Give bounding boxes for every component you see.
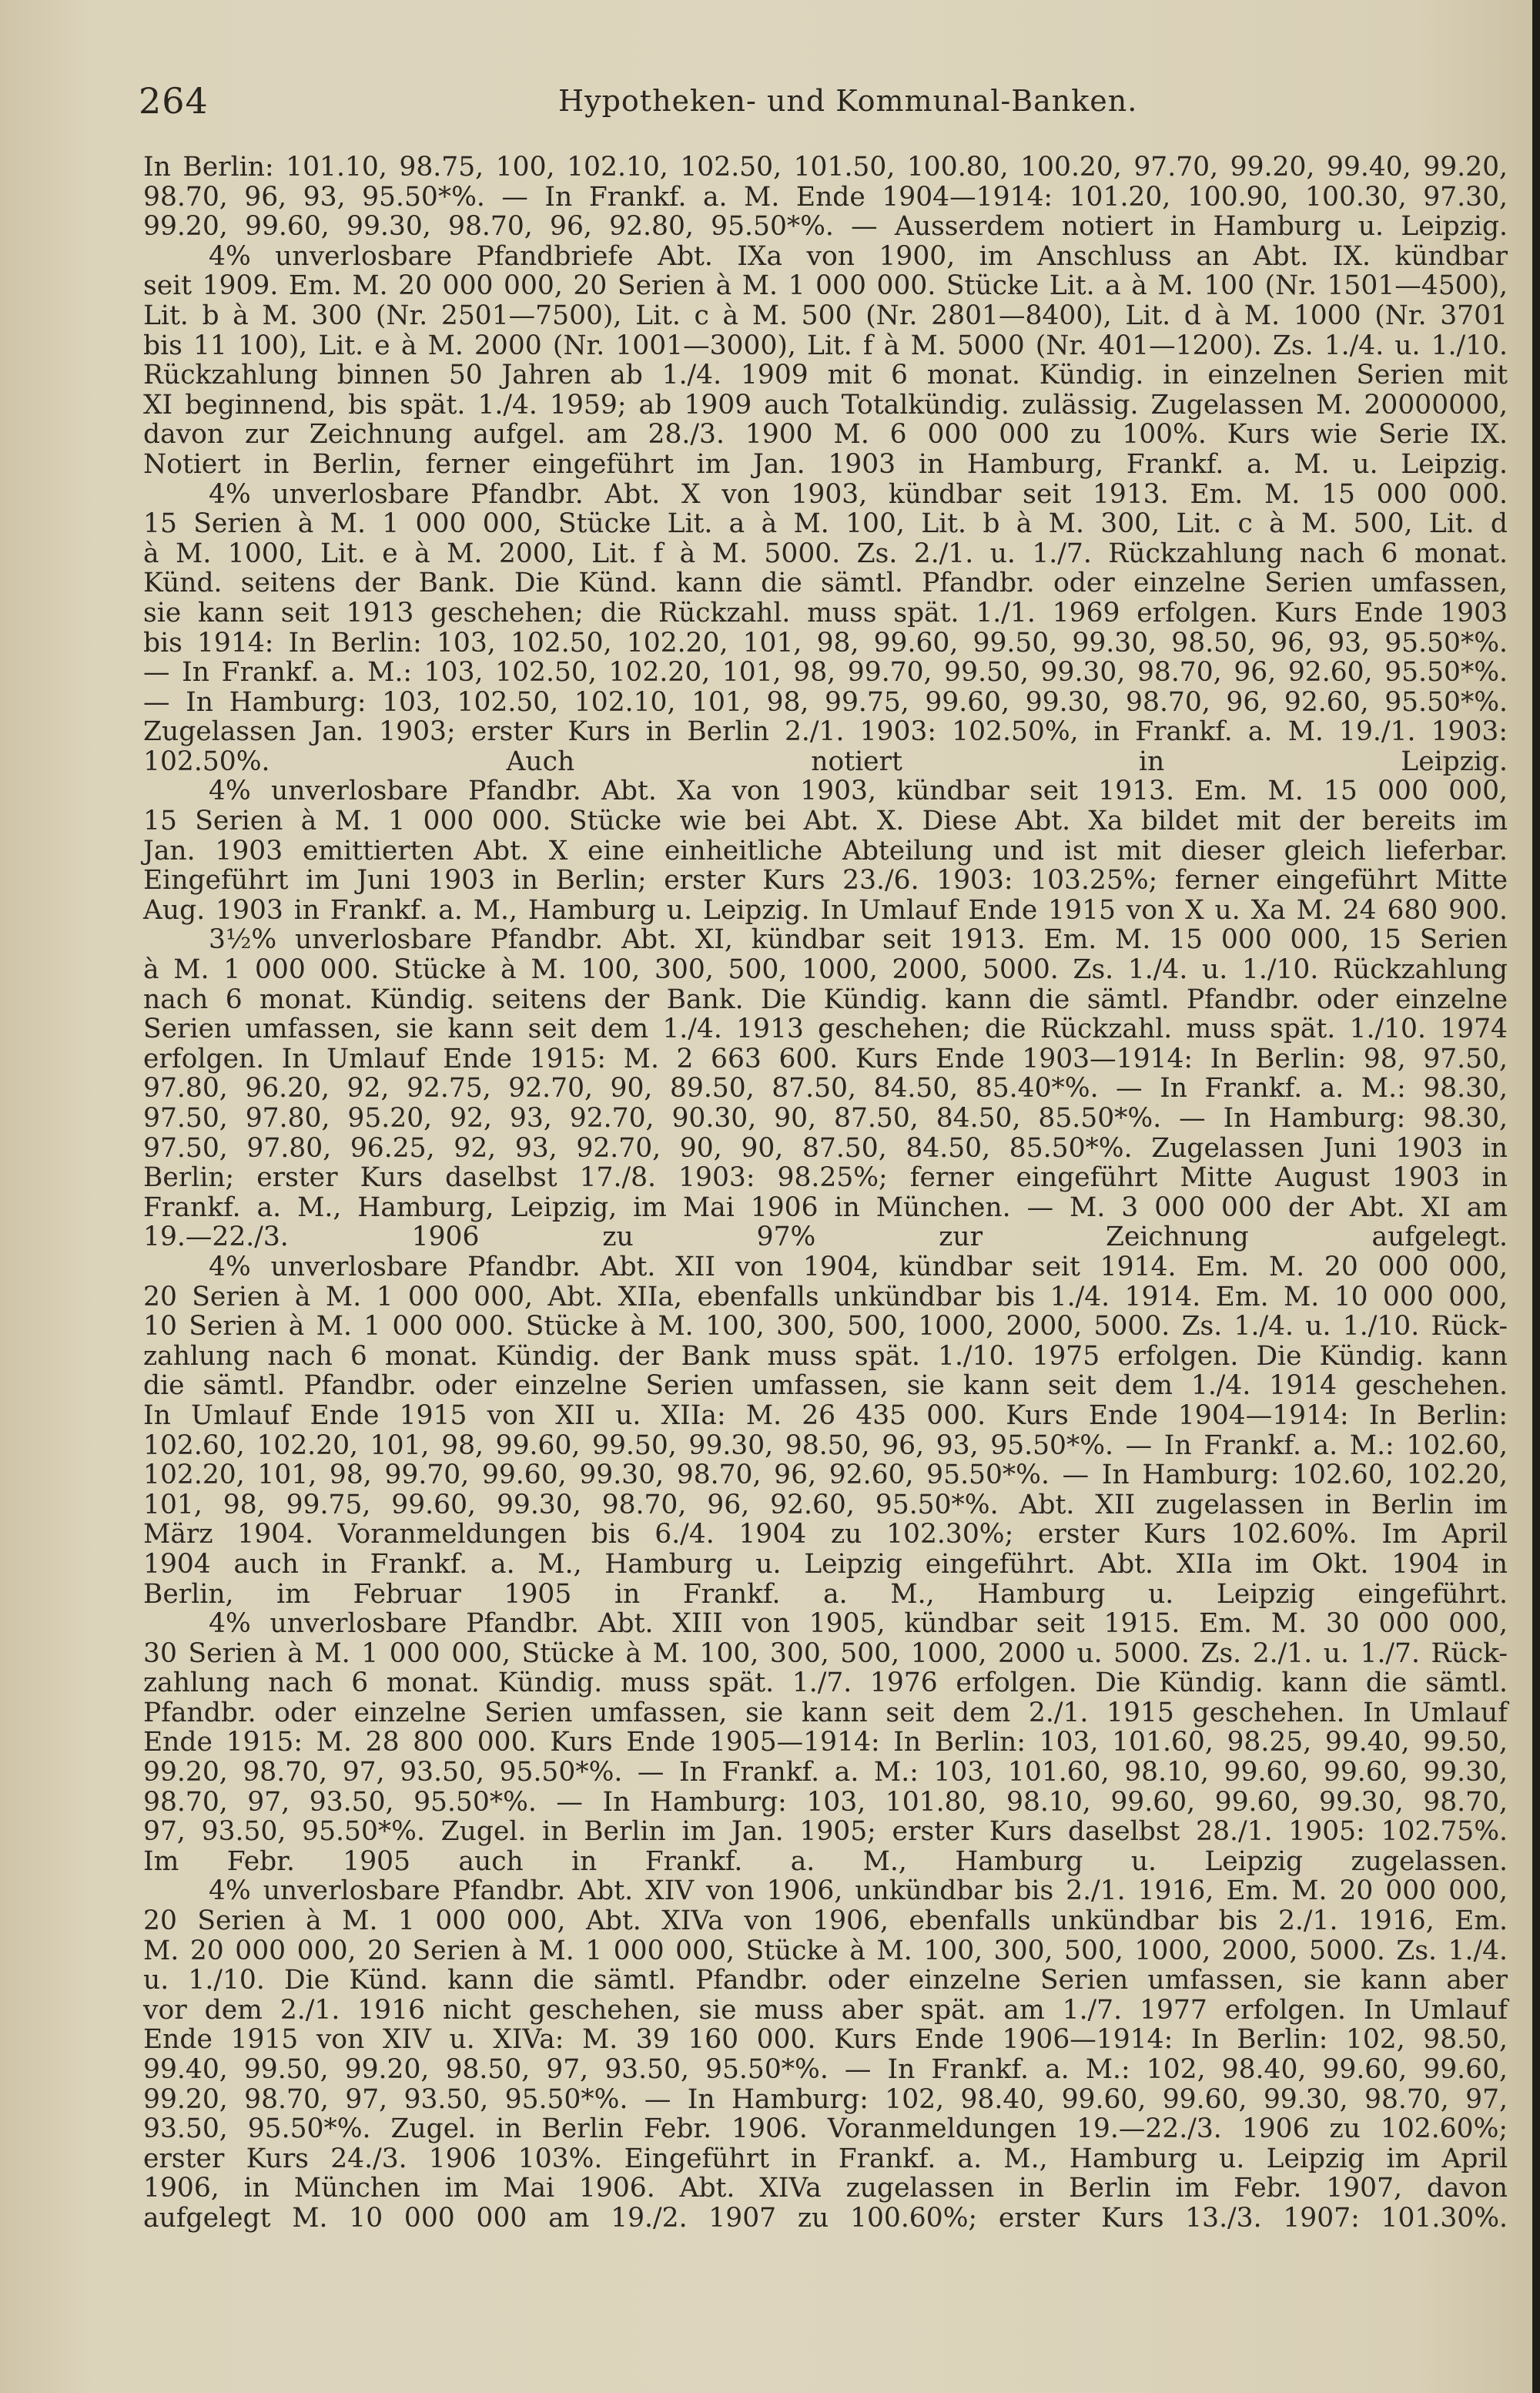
text-line: Eingeführt im Juni 1903 in Berlin; erster Kurs 23./6. 1903: 103.25%; ferner eingeführt Mitte [143, 865, 1508, 897]
text-line: 30 Serien à M. 1 000 000, Stücke à M. 100, 300, 500, 1000, 2000 u. 5000. Zs. 2./1. u. 1./7. Rück- [143, 1637, 1508, 1669]
text-line: 97.50, 97.80, 95.20, 92, 93, 92.70, 90.30, 90, 87.50, 84.50, 85.50*%. — In Hamburg: 98.30, [143, 1103, 1508, 1134]
text-line: 98.70, 97, 93.50, 95.50*%. — In Hamburg: 103, 101.80, 98.10, 99.60, 99.60, 99.30, 98.70, [143, 1786, 1508, 1818]
text-line: seit 1909. Em. M. 20 000 000, 20 Serien à M. 1 000 000. Stücke Lit. a à M. 100 (Nr. 1501—4500), [143, 270, 1508, 302]
text-line: 4% unverlosbare Pfandbriefe Abt. IXa von 1900, im Anschluss an Abt. IX. kündbar [209, 240, 1508, 272]
text-line: 3½% unverlosbare Pfandbr. Abt. XI, kündbar seit 1913. Em. M. 15 000 000, 15 Serien [209, 924, 1508, 956]
text-line: 98.70, 96, 93, 95.50*%. — In Frankf. a. M. Ende 1904—1914: 101.20, 100.90, 100.30, 97.30, [143, 181, 1508, 213]
text-line: 15 Serien à M. 1 000 000, Stücke Lit. a à M. 100, Lit. b à M. 300, Lit. c à M. 500, Lit. d [143, 508, 1508, 540]
text-line: M. 20 000 000, 20 Serien à M. 1 000 000, Stücke à M. 100, 300, 500, 1000, 2000, 5000. Zs. 1./4. [143, 1935, 1508, 1966]
text-line: Notiert in Berlin, ferner eingeführt im Jan. 1903 in Hamburg, Frankf. a. M. u. Leipzig. [143, 448, 1508, 480]
text-line: zahlung nach 6 monat. Kündig. der Bank muss spät. 1./10. 1975 erfolgen. Die Kündig. kann [143, 1340, 1508, 1372]
text-line: Rückzahlung binnen 50 Jahren ab 1./4. 1909 mit 6 monat. Kündig. in einzelnen Serien mit [143, 360, 1508, 391]
text-line: 4% unverlosbare Pfandbr. Abt. XII von 1904, kündbar seit 1914. Em. M. 20 000 000, [209, 1251, 1508, 1282]
text-line: aufgelegt M. 10 000 000 am 19./2. 1907 zu 100.60%; erster Kurs 13./3. 1907: 101.30%. [143, 2202, 1508, 2234]
text-line: à M. 1000, Lit. e à M. 2000, Lit. f à M. 5000. Zs. 2./1. u. 1./7. Rückzahlung nach 6 monat. [143, 538, 1508, 569]
text-line: 20 Serien à M. 1 000 000, Abt. XIVa von 1906, ebenfalls unkündbar bis 2./1. 1916, Em. [143, 1905, 1508, 1937]
text-line: 102.60, 102.20, 101, 98, 99.60, 99.50, 99.30, 98.50, 96, 93, 95.50*%. — In Frankf. a. M.: 102.60, [143, 1429, 1508, 1461]
paragraph [143, 1252, 1508, 1609]
text-line: 97.80, 96.20, 92, 92.75, 92.70, 90, 89.50, 87.50, 84.50, 85.40*%. — In Frankf. a. M.: 98.30, [143, 1073, 1508, 1104]
text-line: à M. 1 000 000. Stücke à M. 100, 300, 500, 1000, 2000, 5000. Zs. 1./4. u. 1./10. Rückzahlung [143, 954, 1508, 986]
text-line: sie kann seit 1913 geschehen; die Rückzahl. muss spät. 1./1. 1969 erfolgen. Kurs Ende 1903 [143, 597, 1508, 628]
page-edge-shadow [1532, 0, 1540, 2393]
paragraph [143, 242, 1508, 480]
text-line: erfolgen. In Umlauf Ende 1915: M. 2 663 600. Kurs Ende 1903—1914: In Berlin: 98, 97.50, [143, 1043, 1508, 1074]
text-line: 4% unverlosbare Pfandbr. Abt. Xa von 1903, kündbar seit 1913. Em. M. 15 000 000, [209, 776, 1508, 807]
text-line: März 1904. Voranmeldungen bis 6./4. 1904 zu 102.30%; erster Kurs 102.60%. Im April [143, 1519, 1508, 1550]
text-line: zahlung nach 6 monat. Kündig. muss spät. 1./7. 1976 erfolgen. Die Kündig. kann die sämtl. [143, 1667, 1508, 1699]
text-line: bis 11 100), Lit. e à M. 2000 (Nr. 1001—3000), Lit. f à M. 5000 (Nr. 401—1200). Zs. 1./4. u. 1./10. [143, 330, 1508, 361]
text-line: u. 1./10. Die Künd. kann die sämtl. Pfandbr. oder einzelne Serien umfassen, sie kann aber [143, 1965, 1508, 1996]
paragraph [143, 152, 1508, 242]
text-line: nach 6 monat. Kündig. seitens der Bank. Die Kündig. kann die sämtl. Pfandbr. oder einzelne [143, 984, 1508, 1015]
text-line: 4% unverlosbare Pfandbr. Abt. X von 1903, kündbar seit 1913. Em. M. 15 000 000. [209, 478, 1508, 510]
text-line: Ende 1915: M. 28 800 000. Kurs Ende 1905—1914: In Berlin: 103, 101.60, 98.25, 99.40, 99.50, [143, 1727, 1508, 1758]
paragraph [143, 776, 1508, 925]
text-line: In Berlin: 101.10, 98.75, 100, 102.10, 102.50, 101.50, 100.80, 100.20, 97.70, 99.20, 99.40, 99.20, [143, 152, 1508, 183]
paragraph [143, 1876, 1508, 2233]
text-line: — In Frankf. a. M.: 103, 102.50, 102.20, 101, 98, 99.70, 99.50, 99.30, 98.70, 96, 92.60, 95.50*%. [143, 657, 1508, 689]
text-line: 4% unverlosbare Pfandbr. Abt. XIV von 1906, unkündbar bis 2./1. 1916, Em. M. 20 000 000, [209, 1875, 1508, 1907]
text-line: Aug. 1903 in Frankf. a. M., Hamburg u. Leipzig. In Umlauf Ende 1915 von X u. Xa M. 24 680 900. [143, 894, 1508, 926]
text-line: 20 Serien à M. 1 000 000, Abt. XIIa, ebenfalls unkündbar bis 1./4. 1914. Em. M. 10 000 000, [143, 1281, 1508, 1312]
text-line: Berlin; erster Kurs daselbst 17./8. 1903: 98.25%; ferner eingeführt Mitte August 1903 in [143, 1162, 1508, 1194]
text-line: 10 Serien à M. 1 000 000. Stücke à M. 100, 300, 500, 1000, 2000, 5000. Zs. 1./4. u. 1./10. Rück- [143, 1311, 1508, 1342]
text-line: 97, 93.50, 95.50*%. Zugel. in Berlin im Jan. 1905; erster Kurs daselbst 28./1. 1905: 102.75%. [143, 1816, 1508, 1848]
text-line: Berlin, im Februar 1905 in Frankf. a. M., Hamburg u. Leipzig eingeführt. [143, 1578, 1508, 1610]
text-line: Jan. 1903 emittierten Abt. X eine einheitliche Abteilung und ist mit dieser gleich lieferbar. [143, 835, 1508, 866]
text-line: Lit. b à M. 300 (Nr. 2501—7500), Lit. c à M. 500 (Nr. 2801—8400), Lit. d à M. 1000 (Nr. 3701 [143, 300, 1508, 331]
text-line: bis 1914: In Berlin: 103, 102.50, 102.20, 101, 98, 99.60, 99.50, 99.30, 98.50, 96, 93, 95.50*%. [143, 627, 1508, 659]
text-line: 97.50, 97.80, 96.25, 92, 93, 92.70, 90, 90, 87.50, 84.50, 85.50*%. Zugelassen Juni 1903 in [143, 1132, 1508, 1164]
text-line: Ende 1915 von XIV u. XIVa: M. 39 160 000. Kurs Ende 1906—1914: In Berlin: 102, 98.50, [143, 2024, 1508, 2056]
text-line: 99.20, 98.70, 97, 93.50, 95.50*%. — In Hamburg: 102, 98.40, 99.60, 99.60, 99.30, 98.70, 97, [143, 2083, 1508, 2115]
text-line: Frankf. a. M., Hamburg, Leipzig, im Mai 1906 in München. — M. 3 000 000 der Abt. XI am [143, 1191, 1508, 1223]
text-line: Serien umfassen, sie kann seit dem 1./4. 1913 geschehen; die Rückzahl. muss spät. 1./10. 1974 [143, 1014, 1508, 1045]
text-line: 93.50, 95.50*%. Zugel. in Berlin Febr. 1906. Voranmeldungen 19.—22./3. 1906 zu 102.60%; [143, 2113, 1508, 2145]
text-line: 99.20, 99.60, 99.30, 98.70, 96, 92.80, 95.50*%. — Ausserdem notiert in Hamburg u. Leipzig. [143, 211, 1508, 243]
text-line: 4% unverlosbare Pfandbr. Abt. XIII von 1905, kündbar seit 1915. Em. M. 30 000 000, [209, 1608, 1508, 1640]
text-line: 102.50%. Auch notiert in Leipzig. [143, 746, 1508, 777]
text-line: — In Hamburg: 103, 102.50, 102.10, 101, 98, 99.75, 99.60, 99.30, 98.70, 96, 92.60, 95.50*%. [143, 686, 1508, 718]
text-line: davon zur Zeichnung aufgel. am 28./3. 1900 M. 6 000 000 zu 100%. Kurs wie Serie IX. [143, 419, 1508, 451]
paragraph [143, 1609, 1508, 1876]
text-line: 19.—22./3. 1906 zu 97% zur Zeichnung aufgelegt. [143, 1222, 1508, 1253]
text-line: XI beginnend, bis spät. 1./4. 1959; ab 1909 auch Totalkündig. zulässig. Zugelassen M. 20000000, [143, 389, 1508, 421]
text-line: 102.20, 101, 98, 99.70, 99.60, 99.30, 98.70, 96, 92.60, 95.50*%. — In Hamburg: 102.60, 102.20, [143, 1460, 1508, 1491]
running-title: Hypotheken- und Kommunal-Banken. [558, 84, 1138, 118]
text-line: vor dem 2./1. 1916 nicht geschehen, sie muss aber spät. am 1./7. 1977 erfolgen. In Umlauf [143, 1994, 1508, 2026]
text-line: Künd. seitens der Bank. Die Künd. kann die sämtl. Pfandbr. oder einzelne Serien umfassen, [143, 568, 1508, 599]
text-line: 101, 98, 99.75, 99.60, 99.30, 98.70, 96, 92.60, 95.50*%. Abt. XII zugelassen in Berlin im [143, 1489, 1508, 1520]
paragraph [143, 925, 1508, 1252]
text-line: 1904 auch in Frankf. a. M., Hamburg u. Leipzig eingeführt. Abt. XIIa im Okt. 1904 in [143, 1548, 1508, 1580]
text-line: In Umlauf Ende 1915 von XII u. XIIa: M. 26 435 000. Kurs Ende 1904—1914: In Berlin: [143, 1399, 1508, 1431]
text-line: 1906, in München im Mai 1906. Abt. XIVa zugelassen in Berlin im Febr. 1907, davon [143, 2173, 1508, 2204]
text-line: Im Febr. 1905 auch in Frankf. a. M., Hamburg u. Leipzig zugelassen. [143, 1845, 1508, 1877]
text-line: Pfandbr. oder einzelne Serien umfassen, sie kann seit dem 2./1. 1915 geschehen. In Umlauf [143, 1697, 1508, 1728]
text-line: 99.20, 98.70, 97, 93.50, 95.50*%. — In Frankf. a. M.: 103, 101.60, 98.10, 99.60, 99.60, 99.30, [143, 1757, 1508, 1788]
text-line: erster Kurs 24./3. 1906 103%. Eingeführt in Frankf. a. M., Hamburg u. Leipzig im April [143, 2143, 1508, 2174]
text-line: 99.40, 99.50, 99.20, 98.50, 97, 93.50, 95.50*%. — In Frankf. a. M.: 102, 98.40, 99.60, 99.60, [143, 2054, 1508, 2085]
page-header [139, 74, 1509, 128]
text-line: die sämtl. Pfandbr. oder einzelne Serien umfassen, sie kann seit dem 1./4. 1914 geschehen. [143, 1370, 1508, 1402]
page-number: 264 [139, 80, 209, 122]
body-text [143, 152, 1508, 2234]
text-line: Zugelassen Jan. 1903; erster Kurs in Berlin 2./1. 1903: 102.50%, in Frankf. a. M. 19./1. 1903: [143, 716, 1508, 748]
text-line: 15 Serien à M. 1 000 000. Stücke wie bei Abt. X. Diese Abt. Xa bildet mit der bereits im [143, 806, 1508, 837]
paragraph [143, 480, 1508, 777]
